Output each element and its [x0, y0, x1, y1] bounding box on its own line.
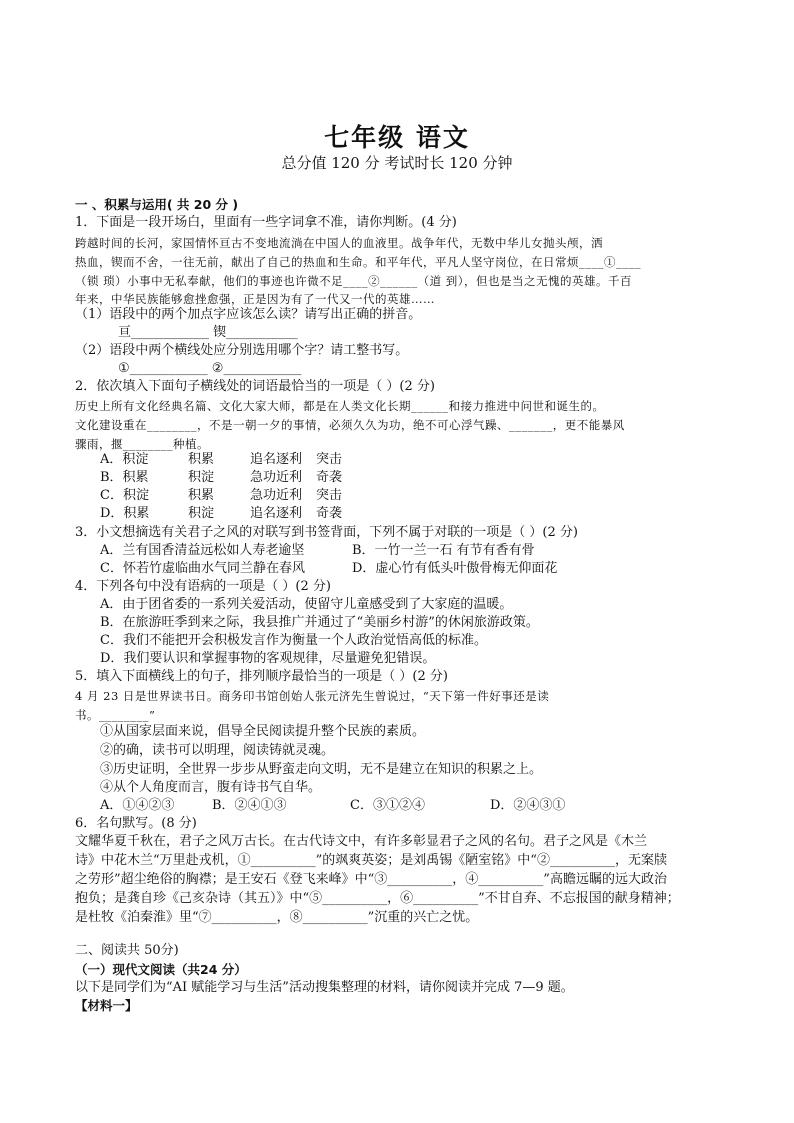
- q1-sub1-answer-blanks[interactable]: 亘____________ 锲___________: [118, 325, 298, 340]
- section-heading-1: 一 、积累与运用( 共 20 分 ): [75, 197, 239, 212]
- q2-option-b[interactable]: B．积累 积淀 急功近利 奇袭: [100, 470, 343, 485]
- q2-option-c[interactable]: C．积淀 积累 急功近利 突击: [100, 488, 343, 503]
- q6-text-line[interactable]: 是杜牧《泊秦淮》里“⑦__________，⑧__________”沉重的兴亡之忧。: [75, 910, 479, 925]
- q1-passage-line: （锁 琐）小事中无私奉献，他们的事迹也许微不足____②______（道 到），但也是当之无愧的英雄。千百: [75, 274, 633, 288]
- q5-item: ④从个人角度而言，腹有诗书气自华。: [100, 780, 322, 795]
- q6-text-line[interactable]: 诗》中花木兰“万里赴戎机，①__________”的飒爽英姿；是刘禹锡《陋室铭》中“②__________，无案牍: [75, 853, 667, 868]
- q5-option-c[interactable]: C．③①②④: [350, 798, 425, 813]
- q3-option-b[interactable]: B．一竹一兰一石 有节有香有骨: [352, 543, 535, 558]
- q2-passage-line: 文化建设重在________，不是一朝一夕的事情，必须久久为功，绝不可心浮气躁、_______，更不能暴风: [75, 418, 625, 432]
- q5-options: [100, 797, 750, 815]
- q4-option-a[interactable]: A．由于团省委的一系列关爱活动，使留守儿童感受到了大家庭的温暖。: [100, 597, 513, 612]
- q4-option-d[interactable]: D．我们要认识和掌握事物的客观规律，尽量避免犯错误。: [100, 651, 436, 666]
- q5-item: ①从国家层面来说，倡导全民阅读提升整个民族的素质。: [100, 724, 426, 739]
- q3-stem: 3．小文想摘选有关君子之风的对联写到书签背面，下列不属于对联的一项是（ ）(2 分): [75, 525, 578, 540]
- page-subtitle: 总分值 120 分 考试时长 120 分钟: [281, 154, 513, 172]
- q3-option-c[interactable]: C．怀若竹虚临曲水气同兰静在春风: [100, 561, 305, 576]
- reading-intro: 以下是同学们为“AI 赋能学习与生活”活动搜集整理的材料，请你阅读并完成 7—9 题。: [75, 980, 574, 995]
- q3-options-row-1: [100, 542, 750, 560]
- q6-text-line: 文耀华夏千秋在，君子之风万古长。在古代诗文中，有许多彰显君子之风的名句。君子之风是《木兰: [75, 834, 648, 849]
- q1-sub2: （2）语段中两个横线处应分别选用哪个字？请工整书写。: [75, 343, 409, 358]
- q3-option-a[interactable]: A．兰有国香清益远松如人寿老逾坚: [100, 543, 305, 558]
- q1-passage-line: 年来，中华民族能够愈挫愈强，正是因为有了一代又一代的英雄……: [75, 292, 435, 306]
- q2-option-a[interactable]: A．积淀 积累 追名逐利 突击: [100, 452, 343, 467]
- q6-text-line[interactable]: 之劳形”超尘绝俗的胸襟；是王安石《登飞来峰》中“③__________，④__________”高瞻远瞩的远大政治: [75, 872, 667, 887]
- q4-stem: 4．下列各句中没有语病的一项是（ ）(2 分): [75, 579, 331, 594]
- q5-item: ③历史证明，全世界一步步从野蛮走向文明，无不是建立在知识的积累之上。: [100, 762, 543, 777]
- q6-text-line[interactable]: 抱负；是龚自珍《己亥杂诗（其五）》中“⑤__________，⑥__________”不甘自弃、不忘报国的献身精神；: [75, 891, 680, 906]
- q1-stem: 1．下面是一段开场白，里面有一些字词拿不准，请你判断。(4 分): [75, 215, 457, 230]
- q6-stem: 6．名句默写。(8 分): [75, 816, 197, 831]
- section-heading-2: 二、阅读共 50分): [75, 943, 179, 958]
- q2-passage-line: 骤雨，揠________种植。: [75, 437, 209, 451]
- subsection-heading: （一）现代文阅读（共24 分）: [75, 962, 247, 977]
- q5-option-b[interactable]: B．②④①③: [212, 798, 287, 813]
- q5-stem: 5．填入下面横线上的句子，排列顺序最恰当的一项是（ ）(2 分): [75, 669, 448, 684]
- q5-option-a[interactable]: A．①④②③: [100, 798, 175, 813]
- q1-sub2-answer-blanks[interactable]: ①____________ ②____________: [118, 361, 302, 376]
- q1-passage-line: 跨越时间的长河，家国情怀亘古不变地流淌在中国人的血液里。战争年代，无数中华儿女抛头颅，洒: [75, 236, 603, 250]
- q3-options-row-2: [100, 560, 750, 578]
- q5-passage-line: 书。________”: [75, 708, 156, 722]
- q1-passage-line: 热血，锲而不舍，一往无前，献出了自己的热血和生命。和平年代，平凡人坚守岗位，在日常烦____①____: [75, 255, 641, 269]
- q5-item: ②的确，读书可以明理，阅读铸就灵魂。: [100, 743, 335, 758]
- q3-option-d[interactable]: D．虚心竹有低头叶傲骨梅无仰面花: [352, 561, 558, 576]
- material-label: 【材料一】: [75, 998, 138, 1013]
- page-title: 七年级 语文: [324, 123, 470, 152]
- q5-passage-line: 4 月 23 日是世界读书日。商务印书馆创始人张元济先生曾说过，“天下第一件好事还是读: [75, 689, 550, 703]
- q1-sub1: （1）语段中的两个加点字应该怎么读？请写出正确的拼音。: [75, 307, 422, 322]
- q2-option-d[interactable]: D．积累 积淀 追名逐利 奇袭: [100, 506, 343, 521]
- q4-option-b[interactable]: B．在旅游旺季到来之际，我县推广并通过了“美丽乡村游”的休闲旅游政策。: [100, 615, 539, 630]
- q4-option-c[interactable]: C．我们不能把开会积极发言作为衡量一个人政治觉悟高低的标准。: [100, 633, 487, 648]
- q2-passage-line: 历史上所有文化经典名篇、文化大家大师，都是在人类文化长期______和接力推进中问世和诞生的。: [75, 399, 605, 413]
- q5-option-d[interactable]: D．②④③①: [490, 798, 566, 813]
- q2-stem: 2．依次填入下面句子横线处的词语最恰当的一项是（ ）(2 分): [75, 379, 435, 394]
